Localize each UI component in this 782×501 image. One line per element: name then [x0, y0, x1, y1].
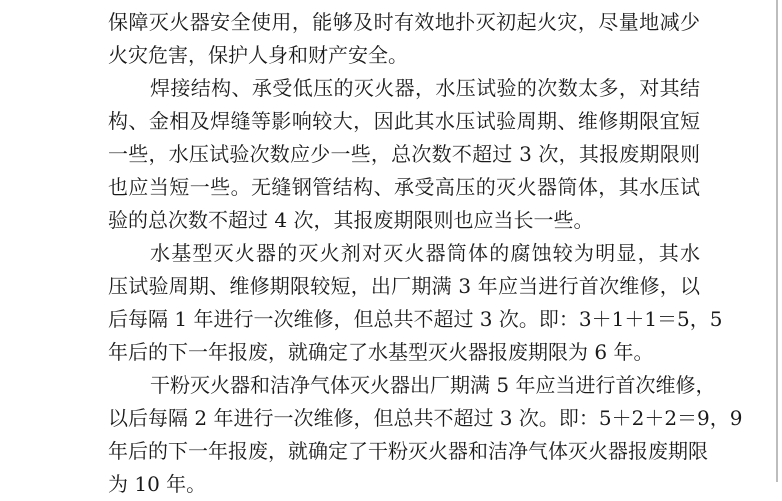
text-line: 保障灭火器安全使用，能够及时有效地扑灭初起火灾，尽量地减少 — [108, 10, 700, 34]
text-line: 水基型灭火器的灭火剂对灭火器筒体的腐蚀较为明显，其水 — [150, 241, 700, 265]
text-line: 一些，水压试验次数应少一些，总次数不超过 3 次，其报废期限则 — [108, 142, 700, 166]
text-line: 焊接结构、承受低压的灭火器，水压试验的次数太多，对其结 — [150, 76, 700, 100]
paragraph — [108, 237, 723, 369]
text-line: 为 10 年。 — [108, 472, 207, 496]
body-text — [108, 6, 743, 501]
paragraph — [108, 72, 700, 237]
paragraph — [108, 369, 743, 501]
page-edge-divider — [776, 0, 778, 482]
text-line: 火灾危害，保护人身和财产安全。 — [108, 43, 408, 67]
text-line: 年后的下一年报废，就确定了干粉灭火器和洁净气体灭火器报废期限 — [108, 439, 708, 463]
text-line: 干粉灭火器和洁净气体灭火器出厂期满 5 年应当进行首次维修， — [150, 373, 716, 397]
paragraph — [108, 6, 700, 72]
text-line: 年后的下一年报废，就确定了水基型灭火器报废期限为 6 年。 — [108, 340, 654, 364]
text-line: 后每隔 1 年进行一次维修，但总共不超过 3 次。即：3＋1＋1＝5，5 — [108, 307, 723, 331]
text-line: 验的总次数不超过 4 次，其报废期限则也应当长一些。 — [108, 208, 594, 232]
text-line: 也应当短一些。无缝钢管结构、承受高压的灭火器筒体，其水压试 — [108, 175, 700, 199]
text-line: 压试验周期、维修期限较短，出厂期满 3 年应当进行首次维修，以 — [108, 274, 700, 298]
text-line: 构、金相及焊缝等影响较大，因此其水压试验周期、维修期限宜短 — [108, 109, 700, 133]
text-line: 以后每隔 2 年进行一次维修，但总共不超过 3 次。即：5＋2＋2＝9，9 — [108, 406, 743, 430]
